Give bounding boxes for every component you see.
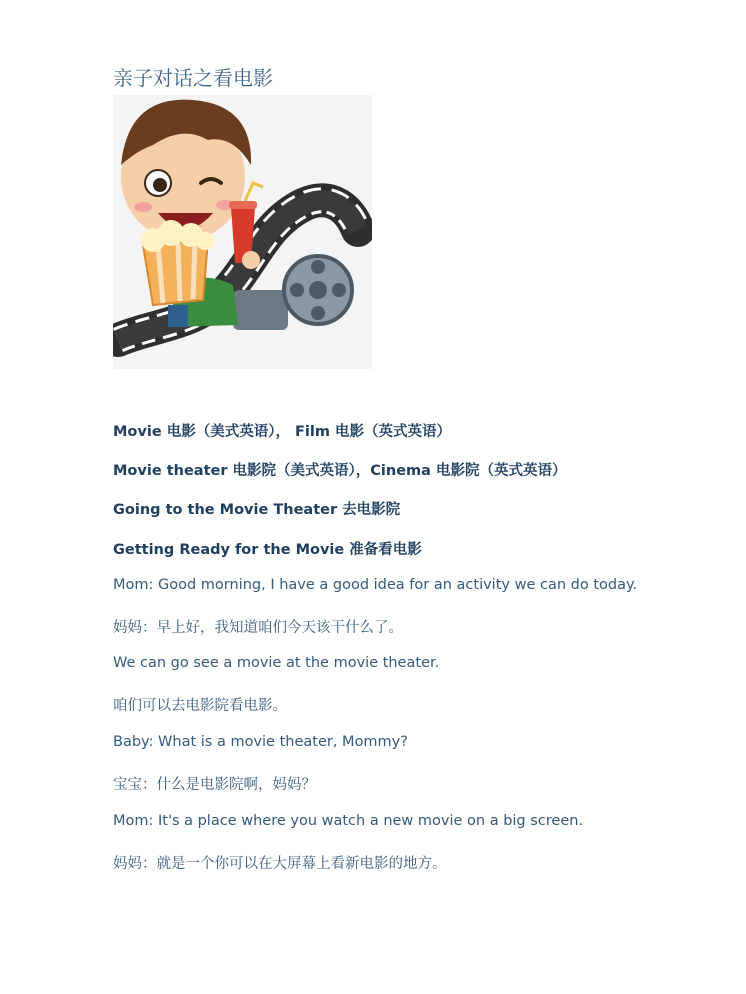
document-line-10: 宝宝：什么是电影院啊，妈妈？ (113, 777, 316, 793)
document-line-9: Baby: What is a movie theater, Mommy? (113, 734, 408, 750)
document-line-4: Getting Ready for the Movie 准备看电影 (113, 542, 422, 558)
document-line-8: 咱们可以去电影院看电影。 (113, 698, 287, 714)
document-line-3: Going to the Movie Theater 去电影院 (113, 502, 401, 518)
document-line-12: 妈妈：就是一个你可以在大屏幕上看新电影的地方。 (113, 856, 447, 872)
document-line-5: Mom: Good morning, I have a good idea for an activity we can do today. (113, 577, 638, 593)
movie-illustration (113, 95, 372, 369)
document-line-6: 妈妈：早上好，我知道咱们今天该干什么了。 (113, 620, 403, 636)
document-line-11: Mom: It's a place where you watch a new movie on a big screen. (113, 813, 584, 829)
document-line-1: Movie 电影（美式英语）， Film 电影（英式英语） (113, 424, 451, 440)
page-title: 亲子对话之看电影 (113, 66, 273, 90)
document-line-2: Movie theater 电影院（美式英语），Cinema 电影院（英式英语） (113, 463, 567, 479)
document-line-7: We can go see a movie at the movie theater. (113, 655, 440, 671)
popcorn-icon (141, 220, 214, 305)
